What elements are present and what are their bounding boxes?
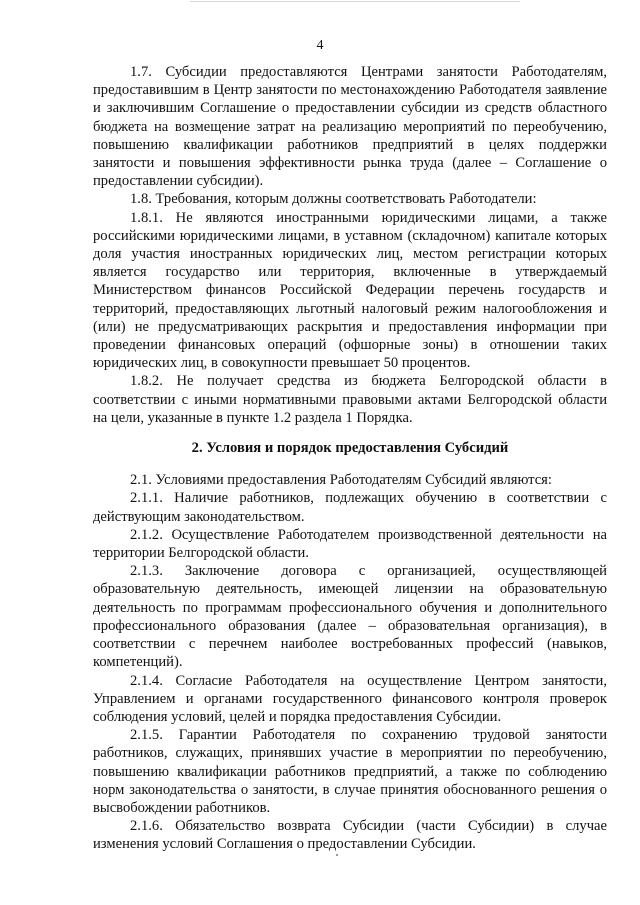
paragraph-1-8: 1.8. Требования, которым должны соответствовать Работодатели: (130, 191, 537, 208)
scan-speck (336, 854, 338, 856)
paragraph-2-1: 2.1. Условиями предоставления Работодателям Субсидий являются: (130, 472, 552, 489)
paragraph-2-1-6: 2.1.6. Обязательство возврата Субсидии (части Субсидии) в случае изменения условий Соглашения о предоставлении Субсидии. (93, 818, 607, 853)
paragraph-1-8-2: 1.8.2. Не получает средства из бюджета Белгородской области в соответствии с иными нормативными правовыми актами Белгородской области на цели, указанные в пункте 1.2 раздела 1 Порядка. (93, 373, 607, 426)
paragraph-2-1-2: 2.1.2. Осуществление Работодателем производственной деятельности на территории Белгородской области. (93, 526, 607, 562)
page-number: 4 (316, 38, 324, 53)
paragraph-1-7: 1.7. Субсидии предоставляются Центрами занятости Работодателям, предоставившим в Центр занятости по местонахождению Работодателя заявление и заключившим Соглашение о предоставлении субсидии из средств областного бюджета на возмещение затрат на реализацию мероприятий по переобучению, повышению квалификации работников предприятий в целях поддержки занятости и повышения эффективности рынка труда (далее – Соглашение о предоставлении субсидии). (93, 64, 607, 190)
paragraph-2-1-1: 2.1.1. Наличие работников, подлежащих обучению в соответствии с действующим законодательством. (93, 490, 607, 525)
paragraph-2-1-3: 2.1.3. Заключение договора с организацией, осуществляющей образовательную деятельность, имеющей лицензии на образовательную деятельность по программам профессионального обучения и дополнительного профессионального образования (далее – образовательная организация), в соответствии с перечнем наиболее востребованных профессий (навыков, компетенций). (93, 563, 607, 671)
document-body (93, 63, 607, 854)
paragraph-1-8-1: 1.8.1. Не являются иностранными юридическими лицами, а также российскими юридическими лицами, в уставном (складочном) капитале которых доля участия иностранных юридических лиц, местом регистрации которых является государство или территория, включенные в утверждаемый Министерством финансов Российской Федерации перечень государств и территорий, предоставляющих льготный налоговый режим налогообложения и (или) не предусматривающих раскрытия и предоставления информации при проведении финансовых операций (офшорные зоны) в отношении таких юридических лиц, в совокупности превышает 50 процентов. (93, 209, 607, 372)
top-edge-line (190, 1, 520, 2)
paragraph-2-1-5: 2.1.5. Гарантии Работодателя по сохранению трудовой занятости работников, служащих, принявших участие в мероприятии по переобучению, повышению квалификации работников предприятий, а также по соблюдению норм законодательства о занятости, в случае принятия обоснованного решения о высвобождении работников. (93, 727, 607, 816)
section-heading: 2. Условия и порядок предоставления Субсидий (191, 440, 509, 457)
paragraph-2-1-4: 2.1.4. Согласие Работодателя на осуществление Центром занятости, Управлением и органами государственного финансового контроля проверок соблюдения условий, целей и порядка предоставления Субсидии. (93, 672, 607, 725)
